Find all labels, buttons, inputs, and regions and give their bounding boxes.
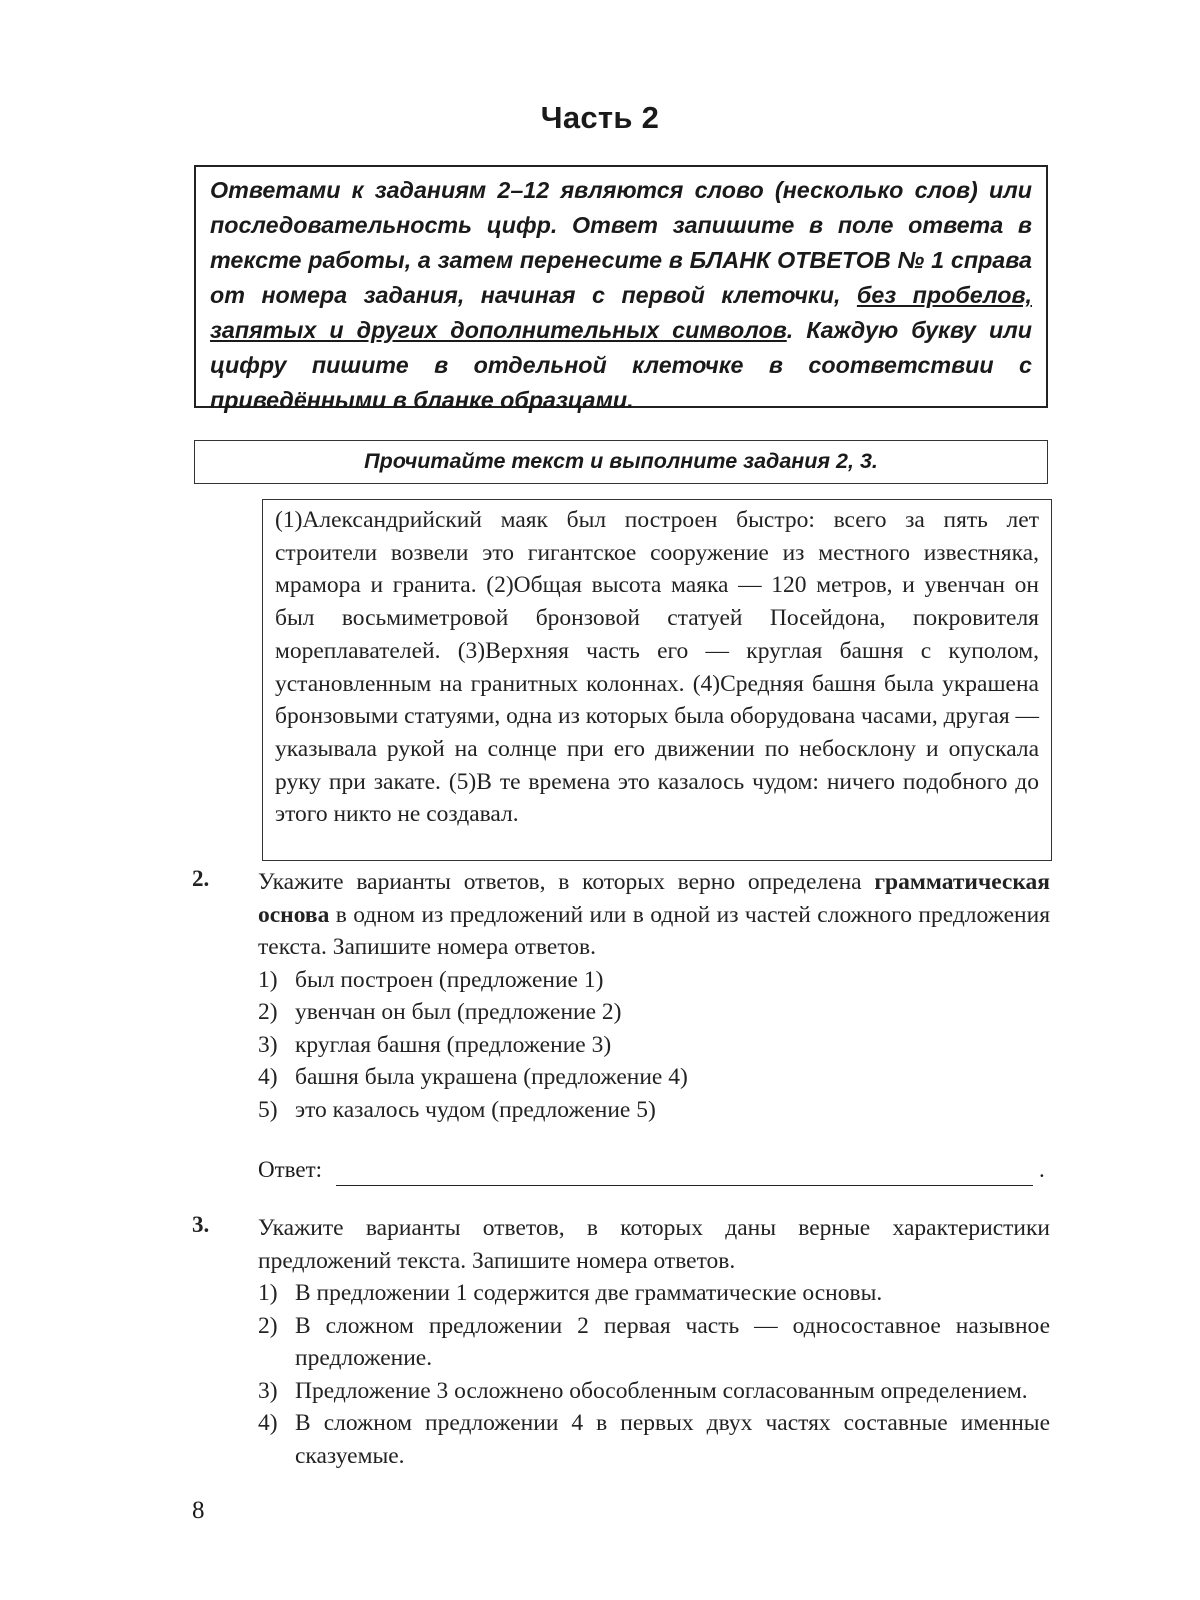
task-question-text-end: в одном из предложений или в одной из частей сложного предложения текста. Запишите номера ответов. bbox=[258, 901, 1050, 960]
option-item bbox=[258, 1375, 1050, 1408]
option-text: В сложном предложении 2 первая часть — односоставное назывное предложение. bbox=[295, 1312, 1050, 1371]
instructions-underlined-text: без пробелов, запятых и других дополнительных символов bbox=[210, 282, 1033, 343]
option-number: 2) bbox=[258, 1312, 278, 1339]
task-body bbox=[258, 866, 1050, 1126]
passage-text: (1)Александрийский маяк был построен быстро: всего за пять лет строители возвели это гигантское сооружение из местного известняка, мрамора и гранита. (2)Общая высота маяка — 120 метров, и увенчан он был восьмиметровой бронзовой статуей Посейдона, покровителя мореплавателей. (3)Верхняя часть его — круглая башня с куполом, установленным на гранитных колоннах. (4)Средняя башня была украшена бронзовыми статуями, одна из которых была оборудована часами, другая — указывала рукой на солнце при его движении по небосклону и опускала руку при закате. (5)В те времена это казалось чудом: ничего подобного до этого никто не создавал. bbox=[275, 507, 1040, 828]
task-question-text: Укажите варианты ответов, в которых верно определена bbox=[258, 869, 875, 895]
option-text: В предложении 1 содержится две грамматические основы. bbox=[295, 1280, 883, 1306]
answer-input-line[interactable] bbox=[336, 1185, 1033, 1186]
passage-box bbox=[262, 499, 1052, 861]
task-number: 2. bbox=[192, 866, 210, 891]
answer-label: Ответ: bbox=[258, 1157, 323, 1182]
option-item bbox=[258, 1310, 1050, 1375]
option-number: 1) bbox=[258, 966, 278, 993]
part-title: Часть 2 bbox=[540, 100, 660, 135]
instructions-box bbox=[194, 165, 1048, 413]
option-item bbox=[258, 996, 1050, 1029]
task-question bbox=[258, 866, 1050, 964]
task-2 bbox=[192, 866, 1052, 1126]
read-text-header: Прочитайте текст и выполните задания 2, 3. bbox=[194, 440, 1048, 484]
option-item bbox=[258, 1277, 1050, 1310]
answer-end-dot: . bbox=[1039, 1157, 1045, 1182]
option-number: 1) bbox=[258, 1280, 278, 1306]
option-number: 5) bbox=[258, 1096, 278, 1123]
option-item bbox=[258, 1029, 1050, 1062]
option-number: 2) bbox=[258, 999, 278, 1025]
option-number: 3) bbox=[258, 1377, 278, 1404]
option-item bbox=[258, 964, 1050, 997]
option-text: башня была украшена (предложение 4) bbox=[295, 1064, 688, 1090]
option-text: В сложном предложении 4 в первых двух частях составные именные сказуемые. bbox=[295, 1410, 1050, 1469]
option-number: 3) bbox=[258, 1031, 278, 1058]
task-number: 3. bbox=[192, 1212, 210, 1237]
option-text: это казалось чудом (предложение 5) bbox=[295, 1096, 656, 1123]
instructions-text: Ответами к заданиям 2–12 являются слово (несколько слов) или последовательность цифр. Ответ запишите в поле ответа в тексте работы, а затем перенесите в БЛАНК ОТВЕТОВ № 1 справа от номера задания, начиная с первой клеточки, bbox=[210, 177, 1032, 308]
option-number: 4) bbox=[258, 1064, 278, 1090]
task-body bbox=[258, 1212, 1050, 1472]
answer-options bbox=[258, 964, 1050, 1127]
instructions-text-end: . Каждую букву или цифру пишите в отдельной клеточке в соответствии с приведёнными в бланке образцами. bbox=[210, 317, 1032, 413]
task-question: Укажите варианты ответов, в которых даны верные характеристики предложений текста. Запишите номера ответов. bbox=[258, 1215, 1050, 1274]
option-item bbox=[258, 1407, 1050, 1472]
task-question-bold-term: грамматическая основа bbox=[258, 869, 1050, 928]
option-text: увенчан он был (предложение 2) bbox=[295, 999, 622, 1025]
option-item bbox=[258, 1061, 1050, 1094]
option-text: круглая башня (предложение 3) bbox=[295, 1031, 612, 1058]
page-number: 8 bbox=[192, 1497, 205, 1524]
option-text: Предложение 3 осложнено обособленным согласованным определением. bbox=[295, 1377, 1028, 1404]
option-item bbox=[258, 1094, 1050, 1127]
task-3 bbox=[192, 1212, 1052, 1492]
option-text: был построен (предложение 1) bbox=[295, 966, 604, 993]
answer-field bbox=[258, 1157, 1058, 1191]
answer-options bbox=[258, 1277, 1050, 1472]
option-number: 4) bbox=[258, 1410, 278, 1436]
